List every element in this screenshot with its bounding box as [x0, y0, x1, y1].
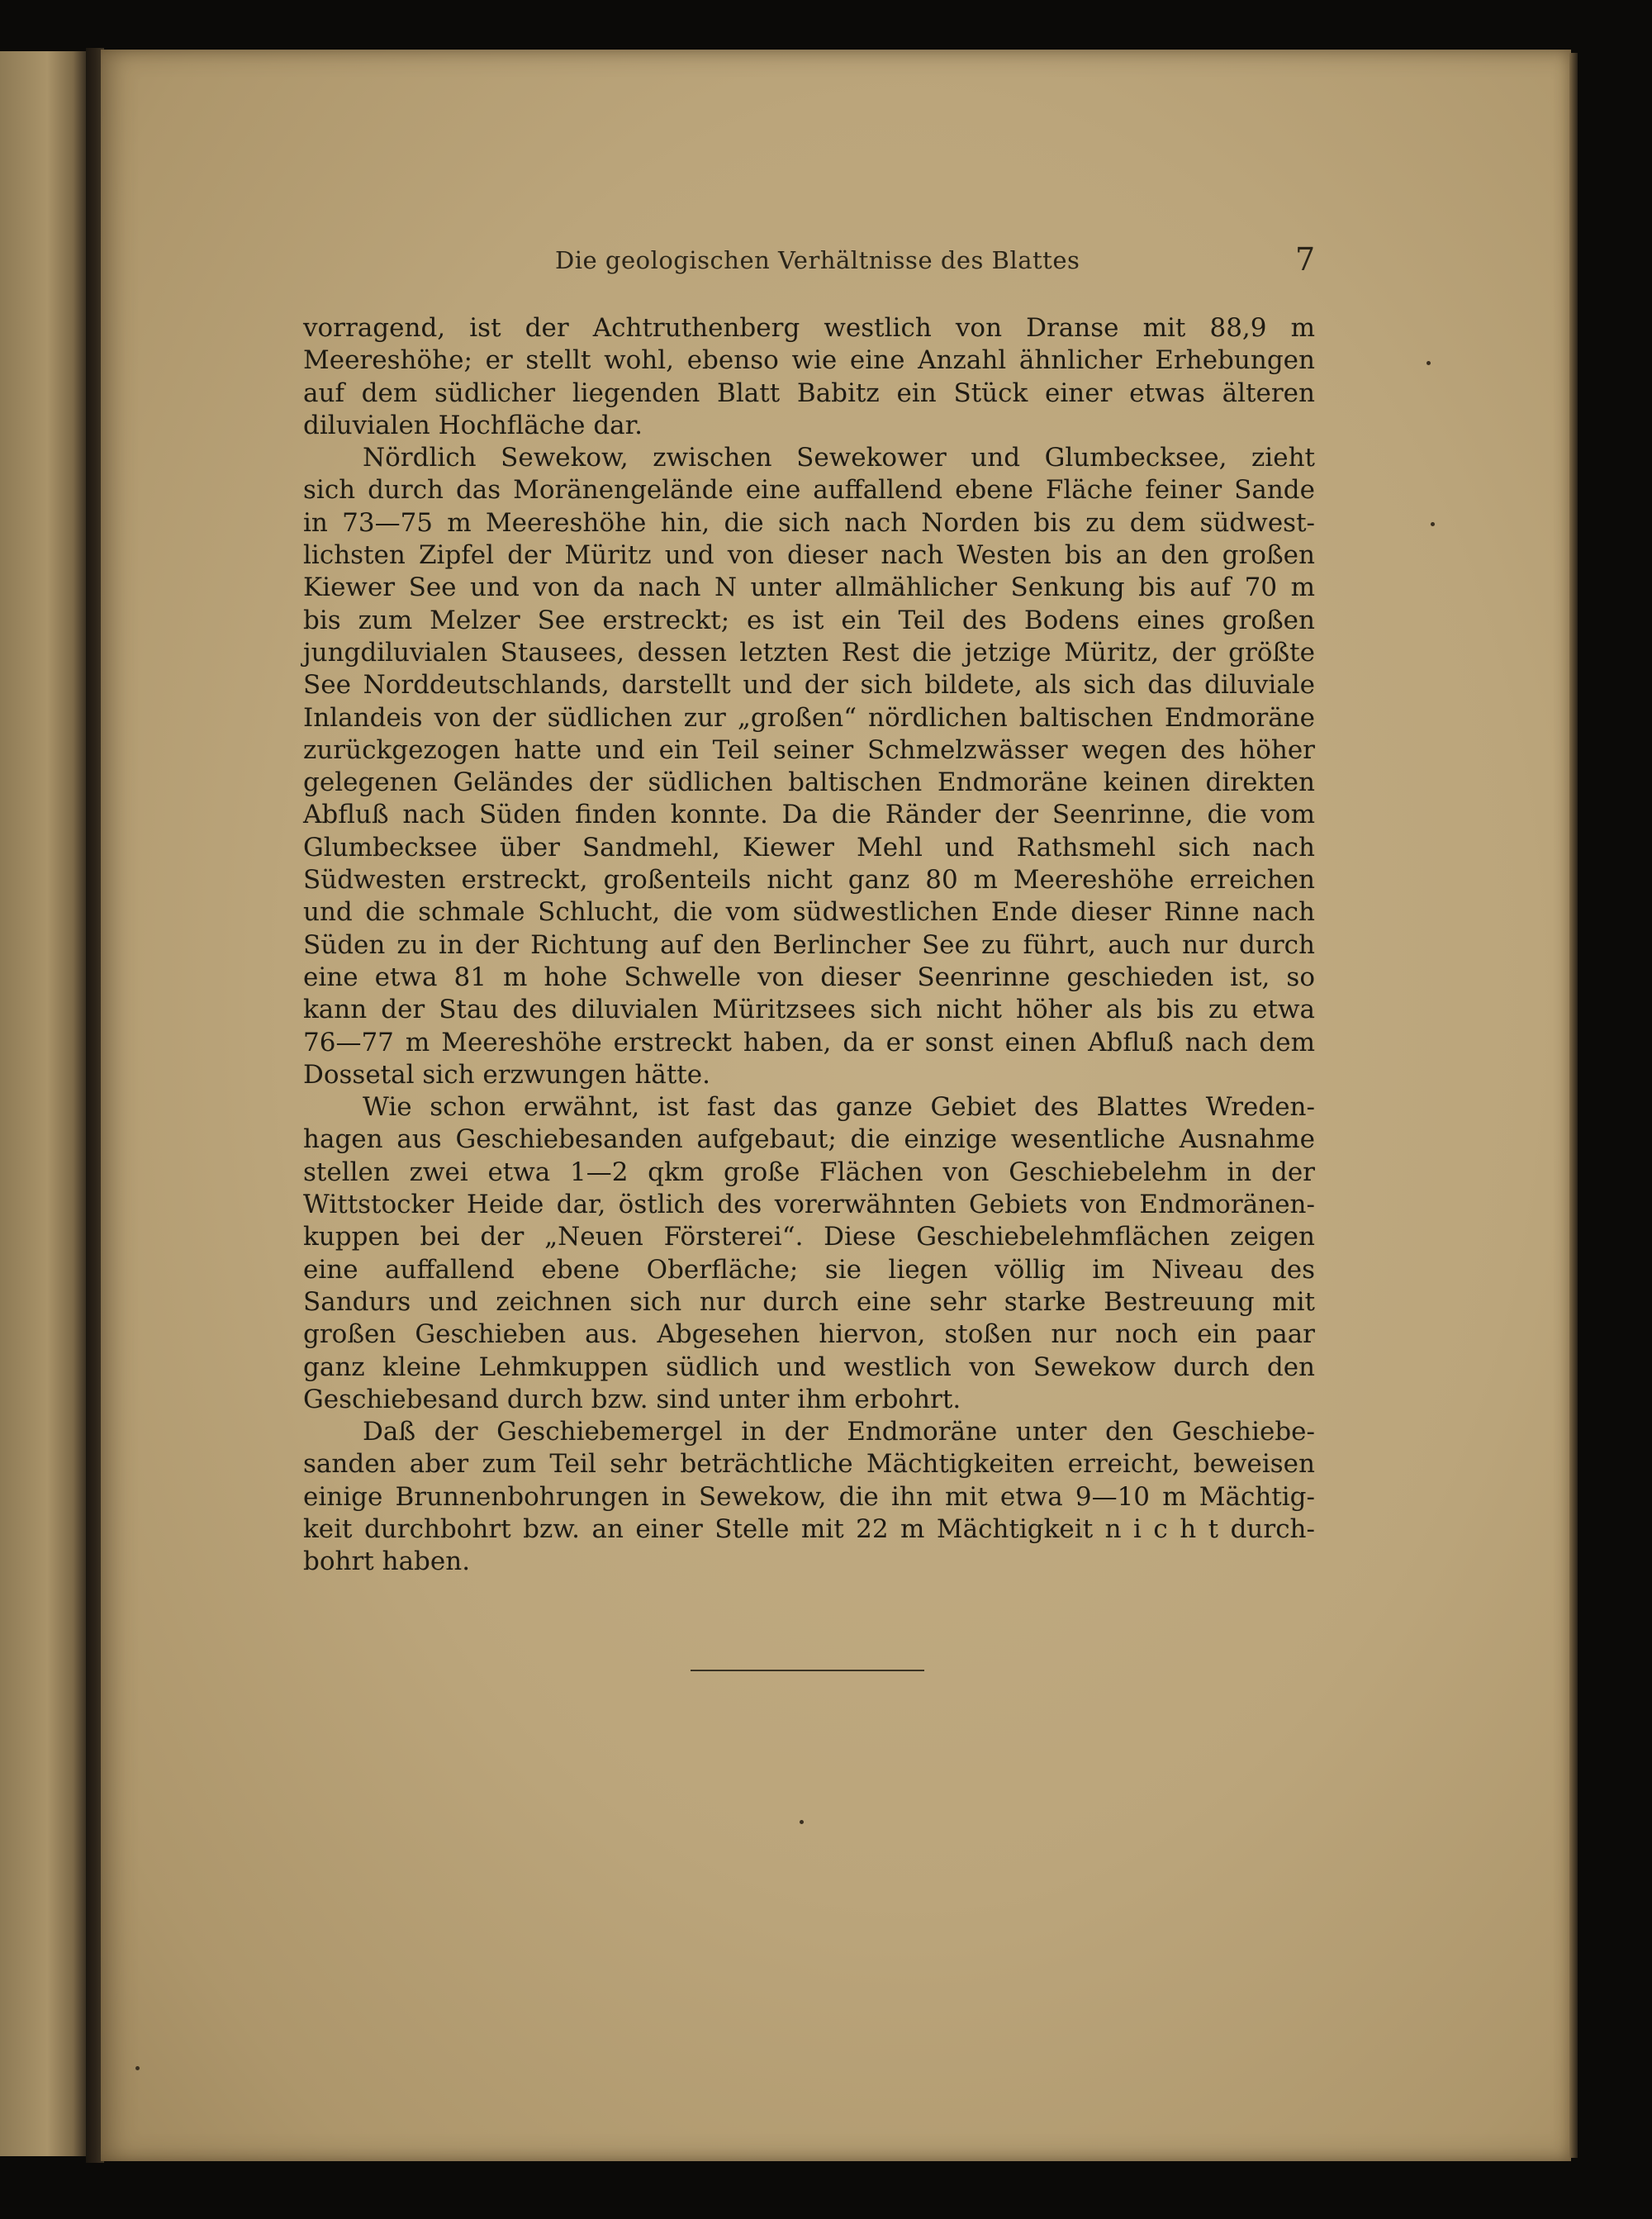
- text-line: Geschiebesand durch bzw. sind unter ihm erbohrt.: [303, 1384, 961, 1414]
- text-line: Sandurs und zeichnen sich nur durch eine sehr starke Bestreuung mit: [303, 1286, 1315, 1317]
- text-line: kann der Stau des diluvialen Müritzsees sich nicht höher als bis zu etwa: [303, 995, 1315, 1025]
- text-line: eine etwa 81 m hohe Schwelle von dieser Seenrinne geschieden ist, so: [303, 962, 1315, 992]
- text-line: zurückgezogen hatte und ein Teil seiner Schmelzwässer wegen des höher: [303, 734, 1315, 765]
- paragraph: [303, 1416, 1315, 1578]
- paragraph: [303, 442, 1315, 1091]
- text-line: lichsten Zipfel der Müritz und von dieser nach Westen bis an den großen: [303, 540, 1315, 571]
- section-end-rule: [691, 1670, 924, 1671]
- text-line: einige Brunnenbohrungen in Sewekow, die ihn mit etwa 9—10 m Mächtig-: [303, 1481, 1315, 1512]
- text-line: in 73—75 m Meereshöhe hin, die sich nach Norden bis zu dem südwest-: [303, 507, 1315, 538]
- text-line: Nördlich Sewekow, zwischen Sewekower und Glumbecksee, zieht: [363, 443, 1315, 473]
- text-line: keit durchbohrt bzw. an einer Stelle mit 22 m Mächtigkeit n i c h t durch-: [303, 1513, 1315, 1544]
- text-line: Meereshöhe; er stellt wohl, ebenso wie eine Anzahl ähnlicher Erhebungen: [303, 345, 1315, 376]
- text-line: kuppen bei der „Neuen Försterei“. Diese Geschiebelehmflächen zeigen: [303, 1222, 1315, 1252]
- text-line: Daß der Geschiebemergel in der Endmoräne unter den Geschiebe-: [363, 1417, 1315, 1447]
- text-line: See Norddeutschlands, darstellt und der sich bildete, als sich das diluviale: [303, 670, 1315, 701]
- text-line: 76—77 m Meereshöhe erstreckt haben, da er sonst einen Abfluß nach dem: [303, 1027, 1315, 1057]
- text-line: Wie schon erwähnt, ist fast das ganze Gebiet des Blattes Wreden-: [363, 1092, 1315, 1123]
- text-line: sich durch das Moränengelände eine auffallend ebene Fläche feiner Sande: [303, 475, 1315, 506]
- paper-speck: [800, 1820, 804, 1824]
- text-line: gelegenen Geländes der südlichen baltischen Endmoräne keinen direkten: [303, 767, 1315, 798]
- text-line: bohrt haben.: [303, 1547, 471, 1577]
- text-line: diluvialen Hochfläche dar.: [303, 410, 643, 440]
- text-line: Wittstocker Heide dar, östlich des vorerwähnten Gebiets von Endmoränen-: [303, 1190, 1315, 1220]
- text-line: auf dem südlicher liegenden Blatt Babitz ein Stück einer etwas älteren: [303, 378, 1315, 408]
- paper-speck: [135, 2066, 140, 2070]
- text-line: Inlandeis von der südlichen zur „großen“ nördlichen baltischen Endmoräne: [303, 702, 1315, 733]
- text-line: Glumbecksee über Sandmehl, Kiewer Mehl und Rathsmehl sich nach: [303, 832, 1315, 862]
- text-line: Kiewer See und von da nach N unter allmählicher Senkung bis auf 70 m: [303, 573, 1315, 603]
- body-text: [303, 312, 1315, 1579]
- text-line: bis zum Melzer See erstreckt; es ist ein Teil des Bodens eines großen: [303, 605, 1315, 635]
- text-line: jungdiluvialen Stausees, dessen letzten Rest die jetzige Müritz, der größte: [303, 637, 1315, 668]
- text-line: hagen aus Geschiebesanden aufgebaut; die einzige wesentliche Ausnahme: [303, 1124, 1315, 1155]
- text-line: Süden zu in der Richtung auf den Berlincher See zu führt, auch nur durch: [303, 929, 1315, 960]
- running-title: Die geologischen Verhältnisse des Blattes: [555, 246, 1080, 274]
- text-line: Abfluß nach Süden finden konnte. Da die Ränder der Seenrinne, die vom: [303, 800, 1315, 830]
- text-line: vorragend, ist der Achtruthenberg westlich von Dranse mit 88,9 m: [303, 313, 1315, 343]
- page-header: [0, 241, 1652, 283]
- paper-speck: [1431, 522, 1435, 526]
- left-page-edge: [0, 51, 86, 2156]
- text-line: stellen zwei etwa 1—2 qkm große Flächen von Geschiebelehm in der: [303, 1157, 1315, 1187]
- text-line: ganz kleine Lehmkuppen südlich und westlich von Sewekow durch den: [303, 1352, 1315, 1382]
- text-line: eine auffallend ebene Oberfläche; sie liegen völlig im Niveau des: [303, 1254, 1315, 1285]
- paragraph: [303, 312, 1315, 442]
- text-line: und die schmale Schlucht, die vom südwestlichen Ende dieser Rinne nach: [303, 897, 1315, 928]
- right-page-edge: [1569, 53, 1578, 2158]
- paper-speck: [1427, 361, 1431, 365]
- text-line: Dossetal sich erzwungen hätte.: [303, 1059, 710, 1090]
- paragraph: [303, 1091, 1315, 1416]
- page-number: 7: [1295, 241, 1316, 278]
- text-line: sanden aber zum Teil sehr beträchtliche Mächtigkeiten erreicht, beweisen: [303, 1449, 1315, 1480]
- text-line: großen Geschieben aus. Abgesehen hiervon, stoßen nur noch ein paar: [303, 1319, 1315, 1350]
- text-line: Südwesten erstreckt, großenteils nicht ganz 80 m Meereshöhe erreichen: [303, 865, 1315, 896]
